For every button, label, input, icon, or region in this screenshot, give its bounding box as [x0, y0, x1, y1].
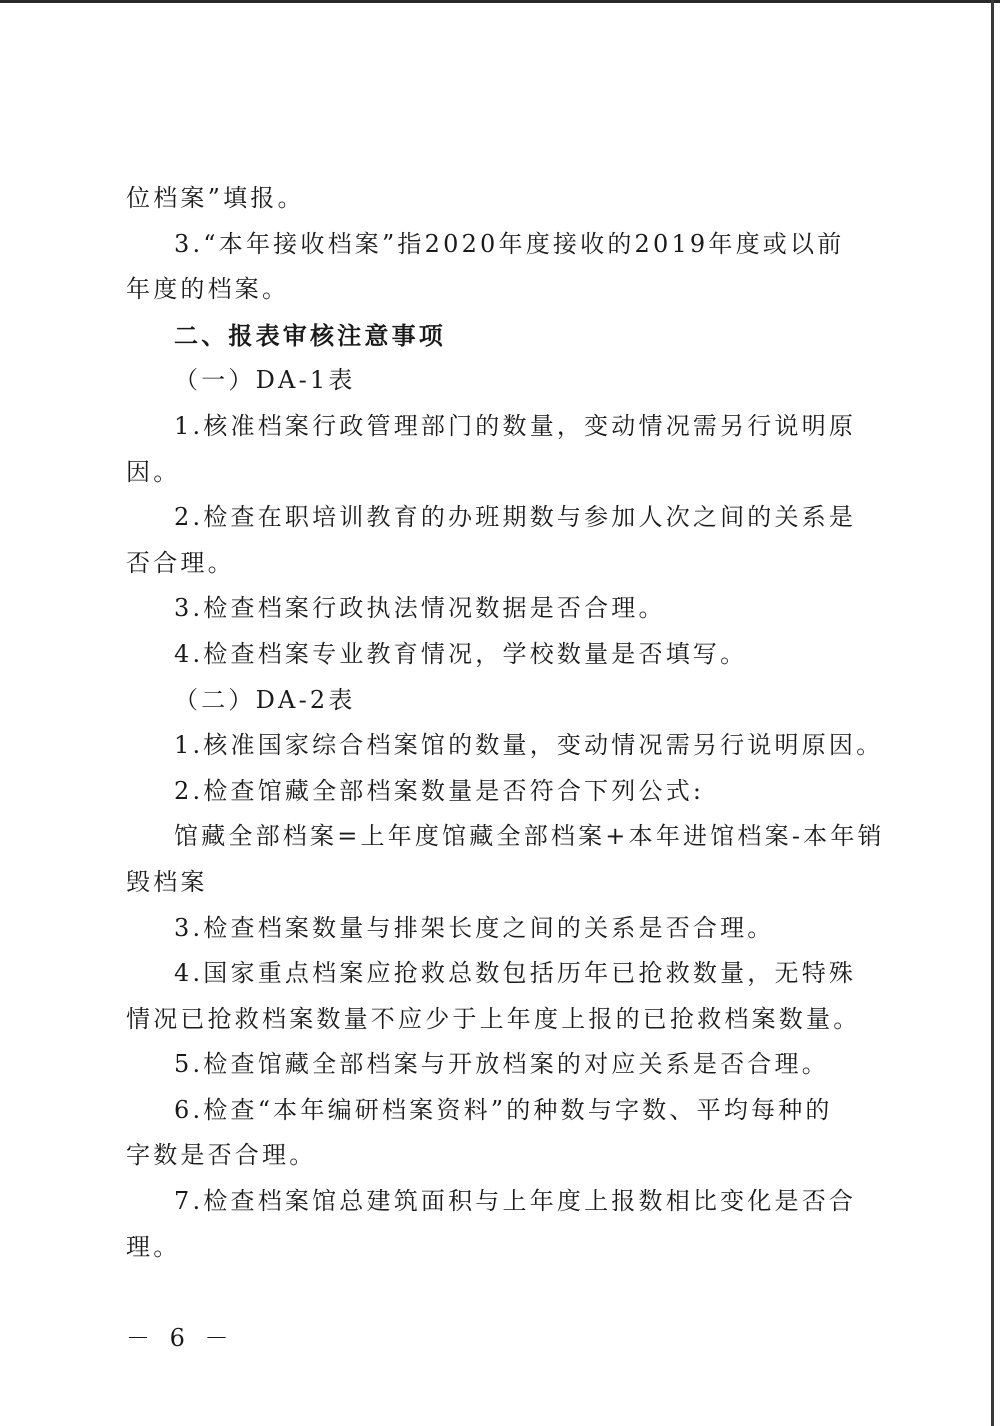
text-line: 2.检查在职培训教育的办班期数与参加人次之间的关系是	[174, 503, 857, 532]
top-border-line	[0, 0, 1000, 3]
right-border-line	[991, 0, 994, 1426]
formula-line: 馆藏全部档案=上年度馆藏全部档案+本年进馆档案-本年销	[174, 822, 885, 851]
text-line: 7.检查档案馆总建筑面积与上年度上报数相比变化是否合	[174, 1187, 857, 1216]
text-line: 2.检查馆藏全部档案数量是否符合下列公式:	[174, 776, 705, 805]
page-number: － 6 －	[126, 1324, 235, 1352]
subsection-heading: （二）DA-2表	[174, 685, 356, 714]
text-line: 3.检查档案数量与排架长度之间的关系是否合理。	[174, 913, 775, 942]
text-line: 理。	[126, 1232, 181, 1261]
text-line: 位档案”填报。	[126, 184, 305, 212]
text-line: 3.“本年接收档案”指2020年度接收的2019年度或以前	[174, 229, 845, 258]
text-line: 年度的档案。	[126, 275, 290, 304]
text-line: 字数是否合理。	[126, 1141, 317, 1170]
section-heading: 二、报表审核注意事项	[174, 320, 446, 350]
subsection-heading: （一）DA-1表	[174, 366, 356, 395]
text-line: 否合理。	[126, 548, 235, 577]
text-line: 3.检查档案行政执法情况数据是否合理。	[174, 594, 666, 623]
text-line: 5.检查馆藏全部档案与开放档案的对应关系是否合理。	[174, 1050, 829, 1079]
text-line: 6.检查“本年编研档案资料”的种数与字数、平均每种的	[174, 1095, 833, 1124]
text-line: 1.核准国家综合档案馆的数量，变动情况需另行说明原因。	[174, 731, 884, 760]
text-line: 情况已抢救档案数量不应少于上年度上报的已抢救档案数量。	[126, 1004, 861, 1033]
formula-line: 毁档案	[126, 867, 208, 896]
text-line: 4.检查档案专业教育情况，学校数量是否填写。	[174, 639, 748, 668]
document-body	[126, 176, 885, 1270]
text-line: 4.国家重点档案应抢救总数包括历年已抢救数量，无特殊	[174, 959, 857, 988]
text-line: 1.核准档案行政管理部门的数量，变动情况需另行说明原	[174, 411, 857, 440]
text-line: 因。	[126, 457, 181, 486]
